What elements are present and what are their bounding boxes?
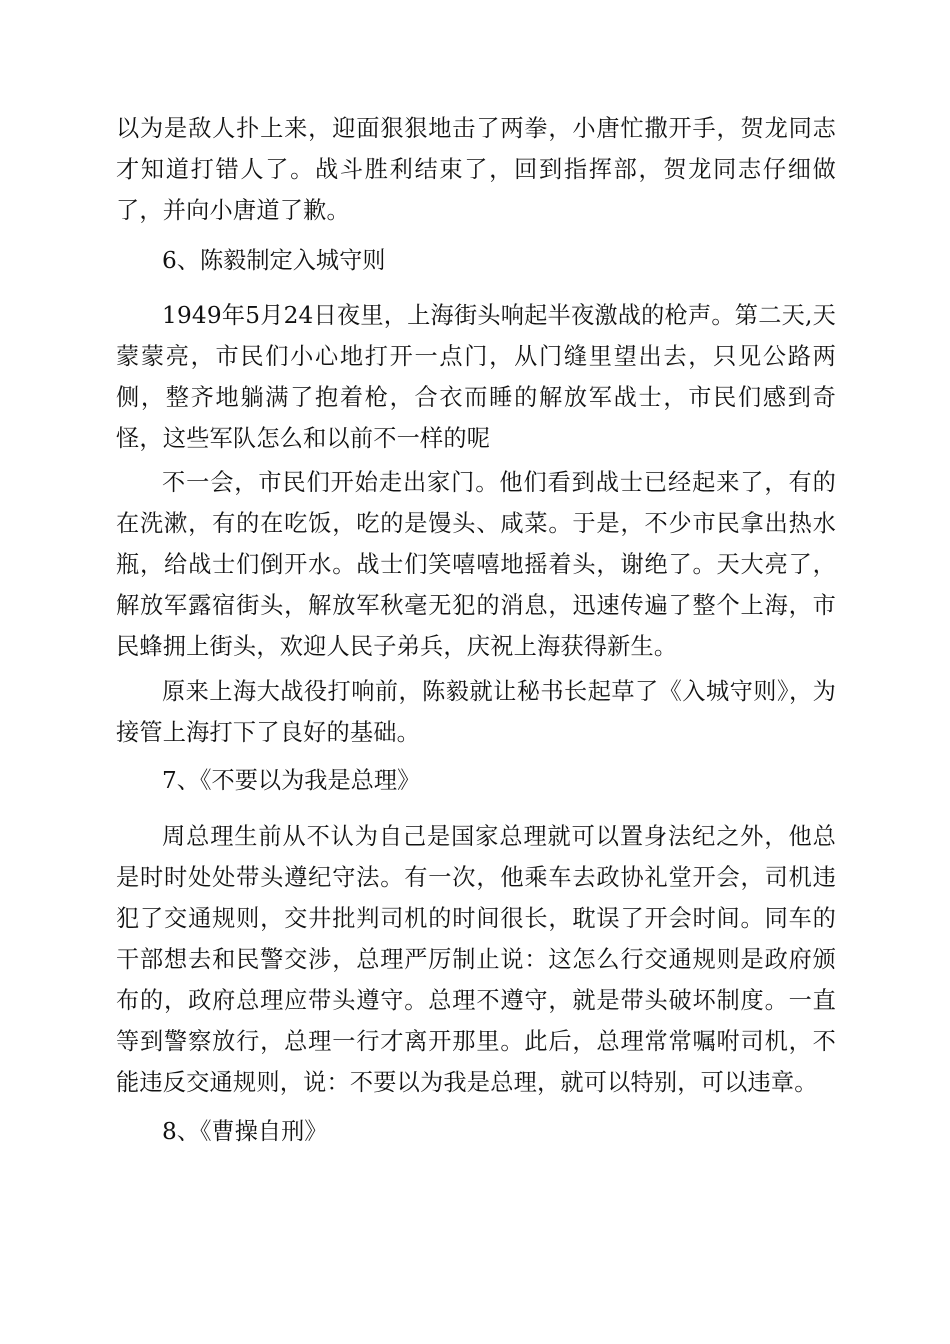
paragraph-continued: 以为是敌人扑上来，迎面狠狠地击了两拳，小唐忙撒开手，贺龙同志才知道打错人了。战斗胜利结束了，回到指挥部，贺龙同志仔细做了，并向小唐道了歉。 <box>116 115 836 224</box>
paragraph-citizens-morning: 不一会，市民们开始走出家门。他们看到战士已经起来了，有的在洗漱，有的在吃饭，吃的是馒头、咸菜。于是，不少市民拿出热水瓶，给战士们倒开水。战士们笑嘻嘻地摇着头，谢绝了。天大亮了，解放军露宿街头，解放军秋毫无犯的消息，迅速传遍了整个上海，市民蜂拥上街头，欢迎人民子弟兵，庆祝上海获得新生。 <box>116 469 836 660</box>
paragraph-shanghai-night: 1949年5月24日夜里，上海街头响起半夜激战的枪声。第二天,天蒙蒙亮，市民们小心地打开一点门，从门缝里望出去，只见公路两侧，整齐地躺满了抱着枪，合衣而睡的解放军战士，市民们感到奇怪，这些军队怎么和以前不一样的呢 <box>116 302 836 452</box>
section-heading-7: 7、《不要以为我是总理》 <box>162 767 421 794</box>
section-heading-8: 8、《曹操自刑》 <box>162 1118 328 1145</box>
paragraph-premier-zhou: 周总理生前从不认为自己是国家总理就可以置身法纪之外，他总是时时处处带头遵纪守法。有一次，他乘车去政协礼堂开会，司机违犯了交通规则，交井批判司机的时间很长，耽误了开会时间。同车的干部想去和民警交涉，总理严厉制止说：这怎么行交通规则是政府颁布的，政府总理应带头遵守。总理不遵守，就是带头破坏制度。一直等到警察放行，总理一行才离开那里。此后，总理常常嘱咐司机，不能违反交通规则，说：不要以为我是总理，就可以特别，可以违章。 <box>116 823 836 1096</box>
paragraph-entry-rules: 原来上海大战役打响前，陈毅就让秘书长起草了《入城守则》，为接管上海打下了良好的基础。 <box>116 678 836 746</box>
section-heading-6: 6、陈毅制定入城守则 <box>162 247 386 274</box>
